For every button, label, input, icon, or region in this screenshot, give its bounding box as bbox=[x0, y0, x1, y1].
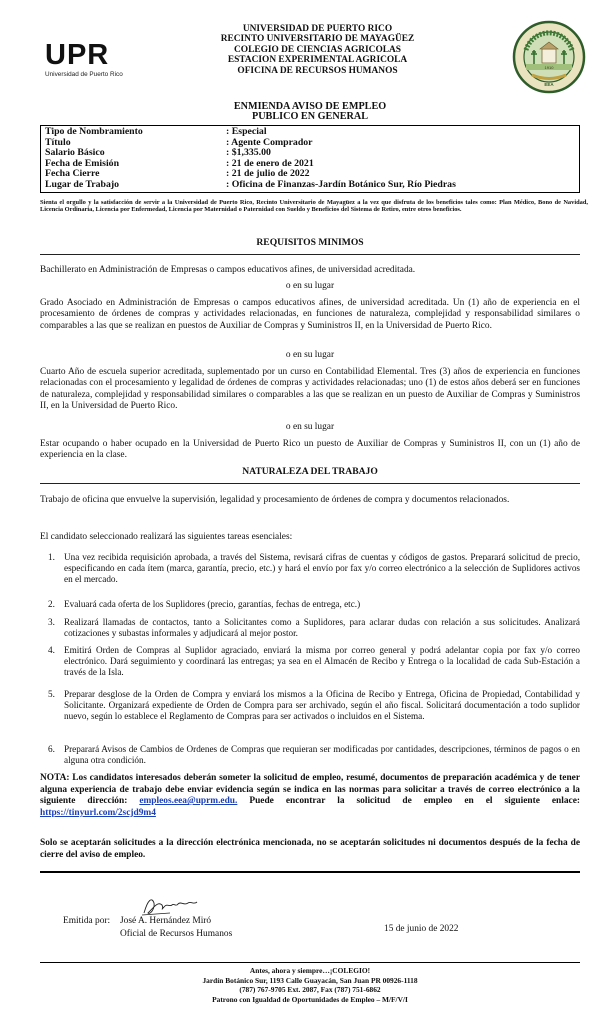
application-link[interactable]: https://tinyurl.com/2scjd9m4 bbox=[40, 807, 156, 818]
header-line: ESTACION EXPERIMENTAL AGRICOLA bbox=[227, 55, 408, 66]
footer-line: (787) 767-9705 Ext. 2087, Fax (787) 751-6862 bbox=[239, 985, 381, 995]
info-value: : 21 de enero de 2021 bbox=[226, 159, 575, 170]
or-separator: o en su lugar bbox=[285, 281, 335, 291]
job-info-box bbox=[40, 125, 580, 193]
info-row bbox=[45, 127, 575, 138]
header-line: RECINTO UNIVERSITARIO DE MAYAGÜEZ bbox=[220, 34, 415, 45]
info-label: Lugar de Trabajo bbox=[45, 178, 120, 190]
naturaleza-paragraph-1: Trabajo de oficina que envuelve la supervisión, legalidad y procesamiento de órdenes de compra y documentos relacionados. bbox=[40, 495, 510, 505]
upr-logo-letters: UPR bbox=[45, 39, 110, 71]
task-number: 2. bbox=[48, 599, 55, 609]
requisito-paragraph-4: Estar ocupando o haber ocupado en la Universidad de Puerto Rico un puesto de Auxiliar de Compras y Suministros II, con un (1) año de experiencia en la clase. bbox=[40, 439, 580, 461]
footer-line: Jardín Botánico Sur, 1193 Calle Guayacán, San Juan PR 00926-1118 bbox=[202, 975, 418, 985]
or-separator: o en su lugar bbox=[285, 422, 335, 432]
naturaleza-paragraph-2: El candidato seleccionado realizará las siguientes tareas esenciales: bbox=[40, 532, 293, 542]
info-label: Salario Básico bbox=[45, 147, 105, 159]
task-item bbox=[48, 617, 580, 639]
task-number: 4. bbox=[48, 645, 55, 655]
info-label: Fecha Cierre bbox=[45, 168, 100, 180]
task-number: 1. bbox=[48, 552, 55, 562]
task-item bbox=[48, 744, 580, 766]
task-text: Preparará Avisos de Cambios de Ordenes de Compras que requieran ser modificadas por cantidades, descripciones, términos de pagos o en alguna otra condición. bbox=[64, 744, 580, 766]
naturaleza-heading: NATURALEZA DEL TRABAJO bbox=[242, 466, 378, 477]
upr-logo bbox=[45, 40, 145, 88]
note-text-2: Puede encontrar la solicitud de empleo en el siguiente enlace: bbox=[237, 796, 580, 807]
section-divider bbox=[40, 871, 580, 873]
task-item bbox=[48, 645, 580, 679]
task-item bbox=[48, 689, 580, 723]
institution-header bbox=[150, 24, 485, 76]
issue-date: 15 de junio de 2022 bbox=[384, 924, 459, 934]
task-number: 6. bbox=[48, 744, 55, 754]
info-value: : 21 de julio de 2022 bbox=[226, 169, 575, 180]
requisito-paragraph-1: Bachillerato en Administración de Empresas o campos educativos afines, de universidad acreditada. bbox=[40, 265, 416, 275]
header-line: OFICINA DE RECURSOS HUMANOS bbox=[237, 65, 398, 76]
upr-logo-subtitle: Universidad de Puerto Rico bbox=[45, 71, 123, 78]
header-line: COLEGIO DE CIENCIAS AGRICOLAS bbox=[234, 44, 401, 55]
seal-year: 1910 bbox=[544, 65, 554, 70]
application-note bbox=[40, 773, 580, 819]
header-line: UNIVERSIDAD DE PUERTO RICO bbox=[242, 24, 393, 34]
info-label: Título bbox=[45, 136, 71, 148]
info-label: Fecha de Emisión bbox=[45, 157, 120, 169]
info-value: : Especial bbox=[226, 127, 575, 138]
info-row bbox=[45, 180, 575, 191]
task-text: Emitirá Orden de Compras al Suplidor agraciado, enviará la misma por correo general y podrá adelantar copia por fax y/o correo electrónico. Dará seguimiento y coordinará las entregas; ya sea en el Almacén de Recibo y Entrega o la localidad de cada Sub-Estación a través de la Isla. bbox=[64, 645, 580, 678]
benefits-text: Sienta el orgullo y la satisfacción de servir a la Universidad de Puerto Rico, Recinto Universitario de Mayagüez a la vez que disfruta de los beneficios tales como: Plan Médico, Bono de Navidad, Licencia Ordinaria, Licencia por Enfermedad, Licencia por Maternidad o Paternidad con Sueldo y Beneficios del Sistema de Retiro, entre otros beneficios. bbox=[40, 199, 588, 214]
section-divider bbox=[40, 483, 580, 484]
info-label: Tipo de Nombramiento bbox=[45, 126, 143, 137]
info-row bbox=[45, 159, 575, 170]
section-divider bbox=[40, 254, 580, 255]
issued-by-label: Emitida por: bbox=[63, 916, 111, 926]
email-link[interactable]: empleos.eea@uprm.edu. bbox=[139, 796, 238, 807]
footer-line: Antes, ahora y siempre…¡COLEGIO! bbox=[249, 966, 371, 975]
task-item bbox=[48, 552, 580, 586]
task-number: 5. bbox=[48, 689, 55, 699]
seal-bottom-text: EEA bbox=[544, 82, 554, 87]
or-separator: o en su lugar bbox=[285, 350, 335, 360]
eea-seal-icon bbox=[512, 20, 586, 94]
footer bbox=[40, 966, 580, 1004]
requisito-paragraph-3: Cuarto Año de escuela superior acreditada, suplementado por un curso en Contabilidad Elemental. Tres (3) años de experiencia en funciones relacionadas con el procesamiento y legalidad de órdenes de compras y actividades relacionadas; uno (1) de estos años deberá ser en funciones de naturaleza, complejidad y responsabilidad similares o comparables a las que se realizan en un puesto de Auxiliar de Compras y Suministros II, en la Universidad de Puerto Rico. bbox=[40, 367, 580, 412]
info-value: : Agente Comprador bbox=[226, 138, 575, 149]
info-value: : $1,335.00 bbox=[226, 148, 575, 159]
title-line-2: PUBLICO EN GENERAL bbox=[251, 111, 369, 122]
requisitos-heading: REQUISITOS MINIMOS bbox=[256, 237, 364, 248]
note-text: NOTA: Los candidatos interesados deberán someter la solicitud de empleo, resumé, documentos de preparación académica y de tener alguna experiencia de trabajo debe enviar evidencia según se indica en las normas para solicitar a través de correo electrónico a la siguiente dirección: bbox=[40, 773, 580, 807]
requisito-paragraph-2: Grado Asociado en Administración de Empresas o campos educativos afines, de universidad acreditada. Un (1) año de experiencia en el procesamiento de órdenes de compras y actividades relacionadas, en funciones de naturaleza, complejidad y responsabilidad similares o comparables a las que se realizan en puestos de Auxiliar de Compras y Suministros II, en la Universidad de Puerto Rico. bbox=[40, 298, 580, 331]
closing-note: Solo se aceptarán solicitudes a la dirección electrónica mencionada, no se aceptarán solicitudes ni documentos después de la fecha de cierre del aviso de empleo. bbox=[40, 838, 580, 860]
footer-divider bbox=[40, 962, 580, 963]
task-item bbox=[48, 599, 580, 610]
task-text: Una vez recibida requisición aprobada, a través del Sistema, revisará cifras de cuentas y códigos de gastos. Preparará solicitud de precio, especificando en cada ítem (marca, garantía, precio, etc.) y hará el envío por fax y/o correo electrónico a la selección de Suplidores activos en el mercado. bbox=[64, 552, 580, 585]
document-title bbox=[40, 102, 580, 122]
footer-line: Patrono con Igualdad de Oportunidades de Empleo – M/F/V/I bbox=[212, 994, 408, 1004]
task-number: 3. bbox=[48, 617, 55, 627]
task-text: Preparar desglose de la Orden de Compra y enviará los mismos a la Oficina de Recibo y Entrega, Oficina de Propiedad, Contabilidad y Solicitante. Organizará expediente de Orden de Compra para ser archivado, según el año fiscal. Solicitará documentación a todo suplidor nuevo, según lo establece el Reglamento de Compras para ser activados o incluidos en el Sistema. bbox=[64, 689, 580, 722]
info-value: : Oficina de Finanzas-Jardín Botánico Sur, Río Piedras bbox=[226, 180, 575, 191]
info-row bbox=[45, 138, 575, 149]
issuer-office: Oficial de Recursos Humanos bbox=[120, 929, 233, 939]
task-text: Evaluará cada oferta de los Suplidores (precio, garantías, fechas de entrega, etc.) bbox=[64, 599, 361, 609]
issuer-name: José A. Hernández Miró bbox=[120, 916, 212, 926]
title-line-1: ENMIENDA AVISO DE EMPLEO bbox=[233, 101, 387, 112]
task-text: Realizará llamadas de contactos, tanto a Solicitantes como a Suplidores, para aclarar dudas con relación a sus solicitudes. Analizará cotizaciones y subastas informales y adjudicará al mejor postor. bbox=[64, 617, 580, 639]
